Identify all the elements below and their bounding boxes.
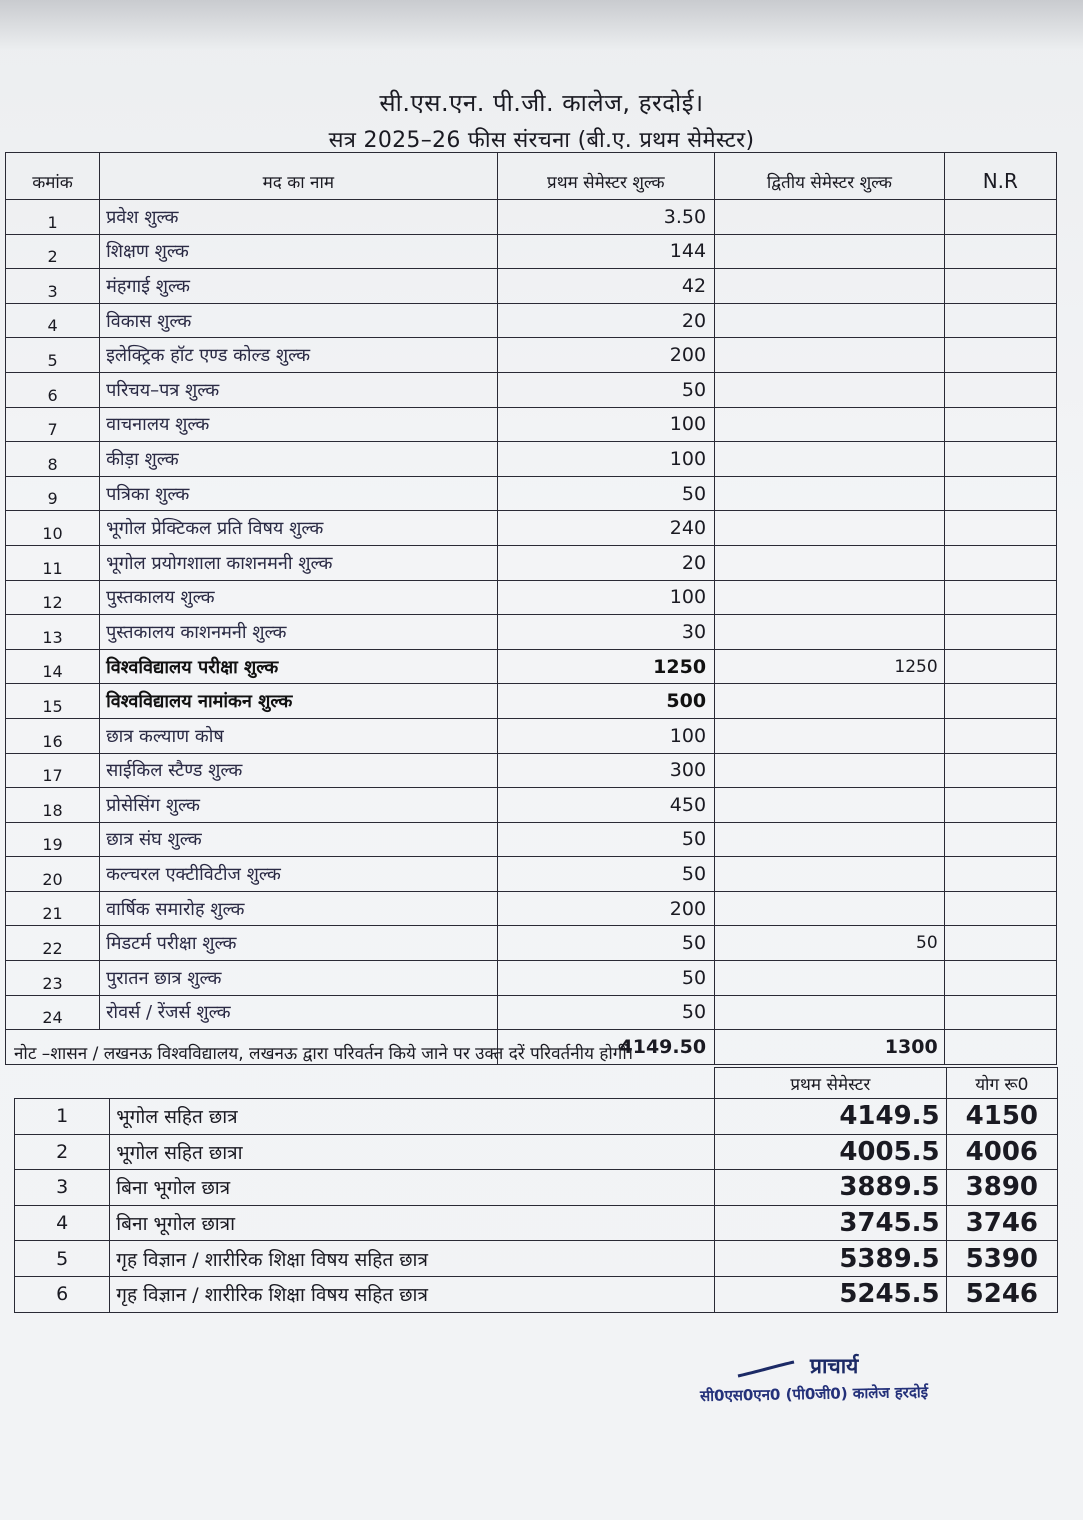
row-serial: 3 <box>6 269 100 304</box>
row-item-name: प्रोसेसिंग शुल्क <box>100 788 498 823</box>
row-item-name: कीड़ा शुल्क <box>100 442 498 477</box>
row-serial: 17 <box>6 753 100 788</box>
header-nr: N.R <box>944 153 1056 200</box>
row-serial: 10 <box>6 511 100 546</box>
row-serial: 6 <box>6 372 100 407</box>
row-sem1-fee: 50 <box>497 372 714 407</box>
row-nr <box>944 269 1056 304</box>
note-text: नोट –शासन / लखनऊ विश्वविद्यालय, लखनऊ द्वारा परिवर्तन किये जाने पर उक्त दरें परिवर्तनीय होगीं। <box>14 1044 634 1064</box>
row-nr <box>944 926 1056 961</box>
row-sem2-fee <box>715 788 945 823</box>
row-sem2-fee <box>715 891 945 926</box>
summary-table <box>14 1067 1058 1313</box>
summary-table-body <box>15 1068 1058 1313</box>
row-item-name: मंहगाई शुल्क <box>100 269 498 304</box>
table-row <box>6 442 1057 477</box>
row-nr <box>944 476 1056 511</box>
summary-sem1-amount: 5245.5 <box>715 1276 947 1312</box>
row-item-name: पत्रिका शुल्क <box>100 476 498 511</box>
row-sem1-fee: 144 <box>497 234 714 269</box>
row-sem2-fee <box>715 545 945 580</box>
row-sem2-fee <box>715 372 945 407</box>
table-row <box>6 822 1057 857</box>
row-nr <box>944 407 1056 442</box>
row-sem2-fee <box>715 615 945 650</box>
table-row <box>6 788 1057 823</box>
table-row <box>6 476 1057 511</box>
row-item-name: साईकिल स्टैण्ड शुल्क <box>100 753 498 788</box>
row-nr <box>944 753 1056 788</box>
table-row <box>6 891 1057 926</box>
row-nr <box>944 580 1056 615</box>
row-serial: 7 <box>6 407 100 442</box>
table-row <box>6 615 1057 650</box>
summary-total-amount: 5246 <box>946 1276 1057 1312</box>
principal-signature <box>700 1350 1000 1410</box>
row-sem1-fee: 50 <box>497 926 714 961</box>
row-item-name: विश्वविद्यालय परीक्षा शुल्क <box>100 649 498 684</box>
table-row <box>6 684 1057 719</box>
summary-serial: 5 <box>15 1241 110 1277</box>
fee-table-header <box>6 153 1057 200</box>
table-row <box>6 961 1057 996</box>
row-serial: 16 <box>6 718 100 753</box>
row-item-name: रोवर्स / रेंजर्स शुल्क <box>100 995 498 1030</box>
summary-category: बिना भूगोल छात्रा <box>110 1205 715 1241</box>
summary-serial: 2 <box>15 1134 110 1170</box>
row-item-name: शिक्षण शुल्क <box>100 234 498 269</box>
summary-total-amount: 3746 <box>946 1205 1057 1241</box>
row-item-name: प्रवेश शुल्क <box>100 200 498 235</box>
row-nr <box>944 891 1056 926</box>
row-item-name: परिचय–पत्र शुल्क <box>100 372 498 407</box>
row-sem1-fee: 3.50 <box>497 200 714 235</box>
table-row <box>6 545 1057 580</box>
summary-total-amount: 4006 <box>946 1134 1057 1170</box>
row-nr <box>944 338 1056 373</box>
row-serial: 14 <box>6 649 100 684</box>
table-row <box>6 649 1057 684</box>
session-subtitle: सत्र 2025–26 फीस संरचना (बी.ए. प्रथम सेमेस्टर) <box>328 128 755 153</box>
row-nr <box>944 961 1056 996</box>
table-row <box>6 753 1057 788</box>
row-nr <box>944 684 1056 719</box>
fee-structure-table <box>5 152 1057 1065</box>
fee-table-body <box>6 200 1057 1065</box>
header-item-name: मद का नाम <box>100 153 498 200</box>
row-sem2-fee <box>715 476 945 511</box>
row-item-name: वाचनालय शुल्क <box>100 407 498 442</box>
row-item-name: इलेक्ट्रिक हॉट एण्ड कोल्ड शुल्क <box>100 338 498 373</box>
row-sem1-fee: 100 <box>497 580 714 615</box>
row-item-name: पुस्तकालय काशनमनी शुल्क <box>100 615 498 650</box>
row-item-name: भूगोल प्रयोगशाला काशनमनी शुल्क <box>100 545 498 580</box>
row-sem1-fee: 300 <box>497 753 714 788</box>
summary-serial: 3 <box>15 1170 110 1206</box>
row-sem1-fee: 100 <box>497 718 714 753</box>
row-nr <box>944 649 1056 684</box>
header-sem2-fee: द्वितीय सेमेस्टर शुल्क <box>715 153 945 200</box>
table-row <box>6 995 1057 1030</box>
summary-header-blank <box>15 1068 110 1099</box>
row-nr <box>944 718 1056 753</box>
principal-designation: प्राचार्य <box>810 1354 859 1378</box>
row-nr <box>944 234 1056 269</box>
row-sem2-fee <box>715 338 945 373</box>
row-sem1-fee: 50 <box>497 476 714 511</box>
row-item-name: वार्षिक समारोह शुल्क <box>100 891 498 926</box>
summary-category: भूगोल सहित छात्र <box>110 1099 715 1135</box>
row-sem1-fee: 450 <box>497 788 714 823</box>
row-sem1-fee: 200 <box>497 891 714 926</box>
total-sem1: 4149.50 <box>497 1030 714 1065</box>
row-nr <box>944 200 1056 235</box>
row-item-name: छात्र कल्याण कोष <box>100 718 498 753</box>
row-sem1-fee: 1250 <box>497 649 714 684</box>
total-sem2: 1300 <box>715 1030 945 1065</box>
row-item-name: विश्वविद्यालय नामांकन शुल्क <box>100 684 498 719</box>
row-serial: 11 <box>6 545 100 580</box>
row-sem2-fee <box>715 200 945 235</box>
row-sem2-fee <box>715 580 945 615</box>
row-sem2-fee <box>715 303 945 338</box>
college-title: सी.एस.एन. पी.जी. कालेज, हरदोई। <box>379 89 704 117</box>
row-sem2-fee <box>715 753 945 788</box>
row-nr <box>944 545 1056 580</box>
row-item-name: कल्चरल एक्टीविटीज शुल्क <box>100 857 498 892</box>
row-nr <box>944 857 1056 892</box>
row-sem1-fee: 50 <box>497 857 714 892</box>
table-row <box>6 407 1057 442</box>
row-sem1-fee: 50 <box>497 995 714 1030</box>
row-serial: 1 <box>6 200 100 235</box>
row-sem1-fee: 240 <box>497 511 714 546</box>
table-row <box>6 269 1057 304</box>
table-row <box>6 303 1057 338</box>
summary-row <box>15 1099 1058 1135</box>
row-nr <box>944 615 1056 650</box>
summary-row <box>15 1241 1058 1277</box>
row-sem1-fee: 50 <box>497 961 714 996</box>
summary-category: बिना भूगोल छात्र <box>110 1170 715 1206</box>
header-sem1-fee: प्रथम सेमेस्टर शुल्क <box>497 153 714 200</box>
summary-category: गृह विज्ञान / शारीरिक शिक्षा विषय सहित छात्र <box>110 1276 715 1312</box>
row-sem2-fee <box>715 822 945 857</box>
row-serial: 19 <box>6 822 100 857</box>
table-row <box>6 857 1057 892</box>
header-serial: कमांक <box>6 153 100 200</box>
row-nr <box>944 303 1056 338</box>
summary-row <box>15 1170 1058 1206</box>
row-sem2-fee <box>715 269 945 304</box>
row-item-name: भूगोल प्रेक्टिकल प्रति विषय शुल्क <box>100 511 498 546</box>
summary-total-amount: 3890 <box>946 1170 1057 1206</box>
summary-serial: 6 <box>15 1276 110 1312</box>
row-sem2-fee <box>715 511 945 546</box>
row-sem2-fee <box>715 995 945 1030</box>
row-serial: 23 <box>6 961 100 996</box>
row-serial: 12 <box>6 580 100 615</box>
row-sem1-fee: 500 <box>497 684 714 719</box>
row-item-name: पुस्तकालय शुल्क <box>100 580 498 615</box>
table-row <box>6 200 1057 235</box>
row-sem1-fee: 30 <box>497 615 714 650</box>
summary-sem1-amount: 5389.5 <box>715 1241 947 1277</box>
row-sem2-fee <box>715 234 945 269</box>
table-row <box>6 511 1057 546</box>
total-nr <box>944 1030 1056 1065</box>
row-item-name: पुरातन छात्र शुल्क <box>100 961 498 996</box>
row-serial: 13 <box>6 615 100 650</box>
summary-total-amount: 5390 <box>946 1241 1057 1277</box>
table-row <box>6 718 1057 753</box>
row-sem1-fee: 100 <box>497 442 714 477</box>
row-sem2-fee <box>715 684 945 719</box>
row-serial: 20 <box>6 857 100 892</box>
summary-row <box>15 1276 1058 1312</box>
summary-sem1-amount: 4149.5 <box>715 1099 947 1135</box>
row-serial: 4 <box>6 303 100 338</box>
signature-stroke <box>736 1360 796 1380</box>
row-sem1-fee: 100 <box>497 407 714 442</box>
summary-total-amount: 4150 <box>946 1099 1057 1135</box>
table-row <box>6 372 1057 407</box>
row-sem2-fee: 1250 <box>715 649 945 684</box>
summary-serial: 4 <box>15 1205 110 1241</box>
row-serial: 9 <box>6 476 100 511</box>
row-item-name: मिडटर्म परीक्षा शुल्क <box>100 926 498 961</box>
row-item-name: छात्र संघ शुल्क <box>100 822 498 857</box>
row-sem1-fee: 200 <box>497 338 714 373</box>
row-item-name: विकास शुल्क <box>100 303 498 338</box>
table-row <box>6 338 1057 373</box>
row-serial: 8 <box>6 442 100 477</box>
table-row <box>6 580 1057 615</box>
row-nr <box>944 511 1056 546</box>
row-nr <box>944 995 1056 1030</box>
page-shadow <box>0 0 1083 50</box>
row-serial: 18 <box>6 788 100 823</box>
row-serial: 21 <box>6 891 100 926</box>
summary-sem1-amount: 3745.5 <box>715 1205 947 1241</box>
summary-header-sem1: प्रथम सेमेस्टर <box>715 1068 947 1099</box>
row-serial: 5 <box>6 338 100 373</box>
college-stamp: सी0एस0एन0 (पी0जी0) कालेज हरदोई <box>699 1383 929 1405</box>
summary-category: भूगोल सहित छात्रा <box>110 1134 715 1170</box>
summary-serial: 1 <box>15 1099 110 1135</box>
row-sem2-fee <box>715 442 945 477</box>
row-serial: 15 <box>6 684 100 719</box>
row-nr <box>944 372 1056 407</box>
table-row <box>6 234 1057 269</box>
row-serial: 22 <box>6 926 100 961</box>
summary-table-header <box>15 1068 1058 1099</box>
row-sem2-fee <box>715 857 945 892</box>
row-sem2-fee <box>715 718 945 753</box>
row-sem1-fee: 42 <box>497 269 714 304</box>
row-nr <box>944 442 1056 477</box>
row-nr <box>944 822 1056 857</box>
summary-row <box>15 1134 1058 1170</box>
row-sem1-fee: 20 <box>497 303 714 338</box>
summary-sem1-amount: 4005.5 <box>715 1134 947 1170</box>
summary-header-blank <box>110 1068 715 1099</box>
row-nr <box>944 788 1056 823</box>
summary-category: गृह विज्ञान / शारीरिक शिक्षा विषय सहित छात्र <box>110 1241 715 1277</box>
summary-header-total: योग रू0 <box>946 1068 1057 1099</box>
row-serial: 2 <box>6 234 100 269</box>
row-sem2-fee: 50 <box>715 926 945 961</box>
summary-sem1-amount: 3889.5 <box>715 1170 947 1206</box>
table-row <box>6 926 1057 961</box>
row-sem1-fee: 50 <box>497 822 714 857</box>
row-serial: 24 <box>6 995 100 1030</box>
row-sem2-fee <box>715 407 945 442</box>
row-sem2-fee <box>715 961 945 996</box>
row-sem1-fee: 20 <box>497 545 714 580</box>
summary-row <box>15 1205 1058 1241</box>
